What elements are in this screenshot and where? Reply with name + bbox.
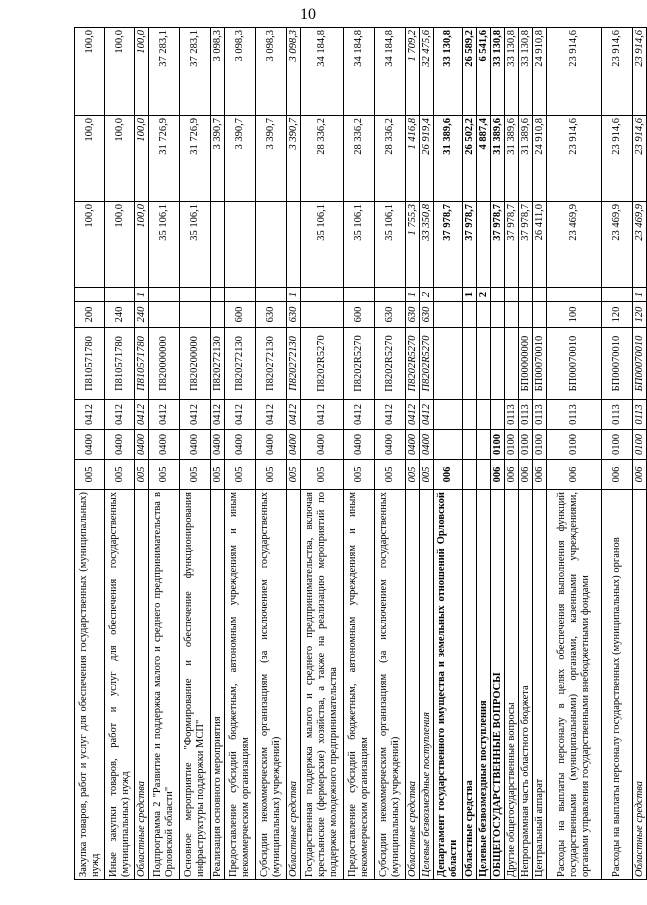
cell-description: Реализация основного мероприятия (211, 490, 225, 880)
table-row (633, 28, 647, 880)
cell-amount-year-1: 26 411,0 (533, 202, 547, 288)
cell-section-code: 0100 (505, 430, 519, 460)
cell-target-article: П810571780 (135, 328, 149, 400)
cell-description: Иные закупки товаров, работ и услуг для обеспечения государственных (муниципальных) нужд (105, 490, 135, 880)
cell-subsection-code: 0412 (256, 400, 287, 430)
cell-description: Предоставление субсидий бюджетным, автономным учреждениям и иным некоммерческим организациям (225, 490, 256, 880)
cell-ministry-code: 005 (149, 460, 180, 490)
cell-amount-year-1: 1 755,3 (406, 202, 420, 288)
table-row (105, 28, 135, 880)
cell-subsection-code: 0412 (420, 400, 434, 430)
cell-amount-year-1: 23 469,9 (633, 202, 647, 288)
cell-amount-year-1: 23 469,9 (547, 202, 602, 288)
cell-section-code (434, 430, 463, 460)
cell-target-article: БП00000000 (519, 328, 533, 400)
cell-subsection-code: 0412 (406, 400, 420, 430)
cell-section-code: 0400 (420, 430, 434, 460)
cell-ministry-code: 005 (375, 460, 406, 490)
cell-target-article (463, 328, 477, 400)
table-row (505, 28, 519, 880)
cell-fund-source (505, 288, 519, 302)
cell-amount-year-3: 3 098,3 (211, 28, 225, 116)
cell-target-article: П820272130 (287, 328, 301, 400)
cell-section-code: 0400 (135, 430, 149, 460)
cell-target-article (434, 328, 463, 400)
cell-amount-year-2: 1 416,8 (406, 116, 420, 202)
cell-target-article: П8202R5270 (420, 328, 434, 400)
cell-amount-year-1: 35 106,1 (375, 202, 406, 288)
cell-fund-source: 1 (135, 288, 149, 302)
cell-target-article: П8202R5270 (301, 328, 344, 400)
cell-description: Расходы на выплаты персоналу в целях обеспечения выполнения функций государственными (муниципальными) органами, казенными учреждениями, органами управления государственными внебюджетными фондами (547, 490, 602, 880)
cell-amount-year-2: 23 914,6 (602, 116, 633, 202)
cell-section-code: 0100 (533, 430, 547, 460)
cell-section-code (463, 430, 477, 460)
cell-amount-year-1: 35 106,1 (344, 202, 375, 288)
cell-expense-type (477, 302, 491, 328)
table-row (135, 28, 149, 880)
cell-amount-year-2: 28 336,2 (375, 116, 406, 202)
cell-target-article: П820000000 (149, 328, 180, 400)
cell-ministry-code: 005 (420, 460, 434, 490)
cell-fund-source: 1 (463, 288, 477, 302)
cell-amount-year-3: 100,0 (105, 28, 135, 116)
table-row (477, 28, 491, 880)
cell-description: Субсидии некоммерческим организациям (за исключением государственных (муниципальных) учреждений) (256, 490, 287, 880)
table-row (375, 28, 406, 880)
cell-expense-type: 630 (256, 302, 287, 328)
cell-expense-type: 630 (406, 302, 420, 328)
cell-expense-type: 630 (420, 302, 434, 328)
cell-expense-type (463, 302, 477, 328)
cell-description: Закупка товаров, работ и услуг для обеспечения государственных (муниципальных) нужд (75, 490, 105, 880)
cell-expense-type (301, 302, 344, 328)
cell-section-code: 0400 (105, 430, 135, 460)
cell-amount-year-3: 3 098,3 (256, 28, 287, 116)
cell-amount-year-3: 34 184,8 (344, 28, 375, 116)
cell-target-article: П810571780 (105, 328, 135, 400)
cell-ministry-code: 006 (491, 460, 505, 490)
table-row (344, 28, 375, 880)
cell-amount-year-3: 23 914,6 (633, 28, 647, 116)
cell-expense-type (211, 302, 225, 328)
cell-amount-year-1 (225, 202, 256, 288)
cell-section-code: 0400 (149, 430, 180, 460)
cell-expense-type (533, 302, 547, 328)
cell-fund-source: 1 (287, 288, 301, 302)
cell-amount-year-3: 34 184,8 (301, 28, 344, 116)
cell-subsection-code: 0113 (547, 400, 602, 430)
cell-amount-year-2: 100,0 (75, 116, 105, 202)
rotated-table-wrapper (74, 28, 645, 880)
table-row (463, 28, 477, 880)
cell-amount-year-1: 35 106,1 (180, 202, 211, 288)
cell-ministry-code: 005 (344, 460, 375, 490)
table-row (180, 28, 211, 880)
cell-section-code: 0400 (211, 430, 225, 460)
cell-expense-type: 200 (75, 302, 105, 328)
cell-subsection-code: 0412 (149, 400, 180, 430)
cell-ministry-code: 005 (75, 460, 105, 490)
cell-amount-year-2: 31 726,9 (149, 116, 180, 202)
cell-description: Предоставление субсидий бюджетным, автономным учреждениям и иным некоммерческим организациям (344, 490, 375, 880)
page-number: 10 (300, 6, 316, 23)
cell-subsection-code: 0412 (135, 400, 149, 430)
cell-subsection-code: 0412 (375, 400, 406, 430)
cell-amount-year-1: 23 469,9 (602, 202, 633, 288)
cell-ministry-code: 006 (602, 460, 633, 490)
cell-amount-year-1: 33 350,8 (420, 202, 434, 288)
cell-description: Непрограммная часть областного бюджета (519, 490, 533, 880)
cell-target-article: П8202R5270 (375, 328, 406, 400)
cell-subsection-code: 0412 (287, 400, 301, 430)
cell-ministry-code: 005 (256, 460, 287, 490)
cell-fund-source (225, 288, 256, 302)
cell-amount-year-3: 33 130,8 (491, 28, 505, 116)
cell-section-code: 0100 (633, 430, 647, 460)
cell-ministry-code: 006 (547, 460, 602, 490)
cell-section-code: 0400 (225, 430, 256, 460)
cell-amount-year-2: 3 390,7 (256, 116, 287, 202)
cell-amount-year-3: 100,0 (135, 28, 149, 116)
cell-fund-source (375, 288, 406, 302)
cell-target-article: БП00070010 (602, 328, 633, 400)
cell-subsection-code: 0113 (505, 400, 519, 430)
cell-amount-year-1: 37 978,7 (519, 202, 533, 288)
cell-description: Целевые безвозмездные поступления (420, 490, 434, 880)
table-row (491, 28, 505, 880)
cell-ministry-code: 006 (519, 460, 533, 490)
cell-amount-year-3: 33 130,8 (434, 28, 463, 116)
cell-fund-source (180, 288, 211, 302)
cell-description: ОБЩЕГОСУДАРСТВЕННЫЕ ВОПРОСЫ (491, 490, 505, 880)
table-row (547, 28, 602, 880)
table-row (602, 28, 633, 880)
cell-expense-type: 600 (225, 302, 256, 328)
cell-expense-type: 100 (547, 302, 602, 328)
cell-fund-source (602, 288, 633, 302)
cell-amount-year-1: 100,0 (105, 202, 135, 288)
cell-amount-year-1: 35 106,1 (149, 202, 180, 288)
cell-amount-year-1 (477, 202, 491, 288)
cell-target-article: П820272130 (256, 328, 287, 400)
cell-ministry-code: 005 (180, 460, 211, 490)
cell-amount-year-1 (256, 202, 287, 288)
cell-subsection-code (477, 400, 491, 430)
cell-amount-year-3: 33 130,8 (519, 28, 533, 116)
cell-amount-year-2: 23 914,6 (633, 116, 647, 202)
cell-ministry-code: 005 (406, 460, 420, 490)
cell-fund-source (256, 288, 287, 302)
table-row (301, 28, 344, 880)
cell-ministry-code: 005 (211, 460, 225, 490)
cell-expense-type (491, 302, 505, 328)
cell-amount-year-3: 3 098,3 (287, 28, 301, 116)
cell-amount-year-3: 23 914,6 (602, 28, 633, 116)
cell-section-code: 0100 (519, 430, 533, 460)
cell-fund-source (105, 288, 135, 302)
cell-fund-source (344, 288, 375, 302)
cell-description: Государственная поддержка малого и среднего предпринимательства, включая крестьянские (фермерские) хозяйства, а также на реализацию мероприятий по поддержке молодежного предпринимательства (301, 490, 344, 880)
cell-description: Подпрограмма 2 "Развитие и поддержка малого и среднего предпринимательства в Орловской области" (149, 490, 180, 880)
cell-amount-year-1: 37 978,7 (491, 202, 505, 288)
cell-target-article: БП00070010 (533, 328, 547, 400)
cell-target-article (491, 328, 505, 400)
cell-subsection-code: 0412 (105, 400, 135, 430)
cell-expense-type: 240 (135, 302, 149, 328)
cell-amount-year-3: 3 098,3 (225, 28, 256, 116)
cell-expense-type (505, 302, 519, 328)
cell-expense-type: 630 (375, 302, 406, 328)
cell-expense-type: 240 (105, 302, 135, 328)
cell-amount-year-2: 31 389,6 (491, 116, 505, 202)
cell-amount-year-2: 26 919,4 (420, 116, 434, 202)
cell-ministry-code: 005 (301, 460, 344, 490)
cell-expense-type: 120 (602, 302, 633, 328)
cell-expense-type (434, 302, 463, 328)
cell-target-article: П810571780 (75, 328, 105, 400)
cell-amount-year-2: 100,0 (135, 116, 149, 202)
cell-subsection-code: 0412 (75, 400, 105, 430)
cell-amount-year-1: 100,0 (75, 202, 105, 288)
cell-amount-year-3: 6 541,6 (477, 28, 491, 116)
cell-amount-year-2: 26 502,2 (463, 116, 477, 202)
cell-subsection-code (463, 400, 477, 430)
cell-amount-year-1: 37 978,7 (505, 202, 519, 288)
cell-ministry-code: 006 (505, 460, 519, 490)
cell-description: Центральный аппарат (533, 490, 547, 880)
cell-fund-source (434, 288, 463, 302)
cell-section-code: 0400 (287, 430, 301, 460)
cell-amount-year-2: 23 914,6 (547, 116, 602, 202)
cell-amount-year-3: 24 910,8 (533, 28, 547, 116)
cell-subsection-code (434, 400, 463, 430)
cell-amount-year-3: 100,0 (75, 28, 105, 116)
cell-amount-year-2: 28 336,2 (301, 116, 344, 202)
cell-section-code: 0100 (602, 430, 633, 460)
cell-section-code (477, 430, 491, 460)
cell-subsection-code (491, 400, 505, 430)
cell-subsection-code: 0412 (211, 400, 225, 430)
cell-subsection-code: 0113 (602, 400, 633, 430)
cell-fund-source: 2 (477, 288, 491, 302)
cell-ministry-code (463, 460, 477, 490)
cell-expense-type (149, 302, 180, 328)
cell-target-article: П820272130 (225, 328, 256, 400)
cell-amount-year-2: 31 389,6 (519, 116, 533, 202)
cell-fund-source (211, 288, 225, 302)
cell-ministry-code: 005 (225, 460, 256, 490)
cell-fund-source (547, 288, 602, 302)
cell-subsection-code: 0412 (301, 400, 344, 430)
cell-description: Расходы на выплаты персоналу государственных (муниципальных) органов (602, 490, 633, 880)
cell-target-article (505, 328, 519, 400)
table-row (287, 28, 301, 880)
cell-fund-source (75, 288, 105, 302)
cell-target-article: П8202R5270 (406, 328, 420, 400)
cell-amount-year-2: 3 390,7 (225, 116, 256, 202)
cell-fund-source (149, 288, 180, 302)
cell-ministry-code: 005 (287, 460, 301, 490)
cell-ministry-code: 005 (135, 460, 149, 490)
cell-subsection-code: 0412 (344, 400, 375, 430)
cell-amount-year-1: 35 106,1 (301, 202, 344, 288)
cell-amount-year-3: 34 184,8 (375, 28, 406, 116)
cell-amount-year-2: 24 910,8 (533, 116, 547, 202)
cell-fund-source: 2 (420, 288, 434, 302)
cell-ministry-code: 006 (533, 460, 547, 490)
cell-amount-year-2: 28 336,2 (344, 116, 375, 202)
cell-amount-year-2: 31 389,6 (505, 116, 519, 202)
table-row (75, 28, 105, 880)
table-row (211, 28, 225, 880)
cell-amount-year-3: 33 130,8 (505, 28, 519, 116)
cell-fund-source (533, 288, 547, 302)
cell-target-article: БП00070010 (633, 328, 647, 400)
cell-amount-year-3: 26 589,2 (463, 28, 477, 116)
budget-table (74, 27, 647, 880)
cell-subsection-code: 0113 (633, 400, 647, 430)
cell-description: Областные средства (406, 490, 420, 880)
cell-description: Областные средства (463, 490, 477, 880)
cell-expense-type: 600 (344, 302, 375, 328)
cell-amount-year-3: 37 283,1 (180, 28, 211, 116)
cell-description: Целевые безвозмездные поступления (477, 490, 491, 880)
table-row (420, 28, 434, 880)
cell-amount-year-1 (287, 202, 301, 288)
cell-amount-year-1: 37 978,7 (434, 202, 463, 288)
cell-amount-year-1 (211, 202, 225, 288)
cell-ministry-code (477, 460, 491, 490)
cell-ministry-code: 006 (434, 460, 463, 490)
cell-amount-year-3: 32 475,6 (420, 28, 434, 116)
table-row (519, 28, 533, 880)
cell-description: Департамент государственного имущества и земельных отношений Орловской области (434, 490, 463, 880)
cell-amount-year-2: 4 887,4 (477, 116, 491, 202)
cell-amount-year-3: 37 283,1 (149, 28, 180, 116)
table-row (225, 28, 256, 880)
cell-section-code: 0100 (547, 430, 602, 460)
cell-subsection-code: 0113 (519, 400, 533, 430)
cell-fund-source (301, 288, 344, 302)
cell-amount-year-3: 23 914,6 (547, 28, 602, 116)
cell-fund-source: 1 (406, 288, 420, 302)
table-row (434, 28, 463, 880)
cell-target-article: П820272130 (211, 328, 225, 400)
cell-amount-year-1: 100,0 (135, 202, 149, 288)
cell-description: Основное мероприятие "Формирование и обеспечение функционирования инфраструктуры поддержки МСП" (180, 490, 211, 880)
cell-section-code: 0100 (491, 430, 505, 460)
cell-target-article: П820200000 (180, 328, 211, 400)
cell-subsection-code: 0412 (180, 400, 211, 430)
cell-expense-type (180, 302, 211, 328)
cell-amount-year-1: 37 978,7 (463, 202, 477, 288)
cell-amount-year-2: 31 389,6 (434, 116, 463, 202)
table-row (406, 28, 420, 880)
cell-amount-year-2: 3 390,7 (287, 116, 301, 202)
cell-amount-year-2: 100,0 (105, 116, 135, 202)
cell-description: Областные средства (135, 490, 149, 880)
cell-subsection-code: 0113 (533, 400, 547, 430)
cell-target-article: БП00070010 (547, 328, 602, 400)
cell-description: Другие общегосударственные вопросы (505, 490, 519, 880)
cell-target-article: П8202R5270 (344, 328, 375, 400)
cell-expense-type: 120 (633, 302, 647, 328)
cell-ministry-code: 005 (105, 460, 135, 490)
table-row (533, 28, 547, 880)
cell-subsection-code: 0412 (225, 400, 256, 430)
cell-amount-year-3: 1 709,2 (406, 28, 420, 116)
cell-section-code: 0400 (301, 430, 344, 460)
cell-fund-source (519, 288, 533, 302)
cell-section-code: 0400 (256, 430, 287, 460)
cell-amount-year-2: 31 726,9 (180, 116, 211, 202)
cell-expense-type: 630 (287, 302, 301, 328)
cell-fund-source: 1 (633, 288, 647, 302)
cell-section-code: 0400 (180, 430, 211, 460)
cell-section-code: 0400 (344, 430, 375, 460)
cell-target-article (477, 328, 491, 400)
cell-description: Субсидии некоммерческим организациям (за исключением государственных (муниципальных) учреждений) (375, 490, 406, 880)
cell-ministry-code: 006 (633, 460, 647, 490)
cell-amount-year-2: 3 390,7 (211, 116, 225, 202)
cell-description: Областные средства (633, 490, 647, 880)
cell-section-code: 0400 (75, 430, 105, 460)
cell-section-code: 0400 (406, 430, 420, 460)
cell-section-code: 0400 (375, 430, 406, 460)
table-row (256, 28, 287, 880)
table-row (149, 28, 180, 880)
cell-fund-source (491, 288, 505, 302)
cell-description: Областные средства (287, 490, 301, 880)
cell-expense-type (519, 302, 533, 328)
